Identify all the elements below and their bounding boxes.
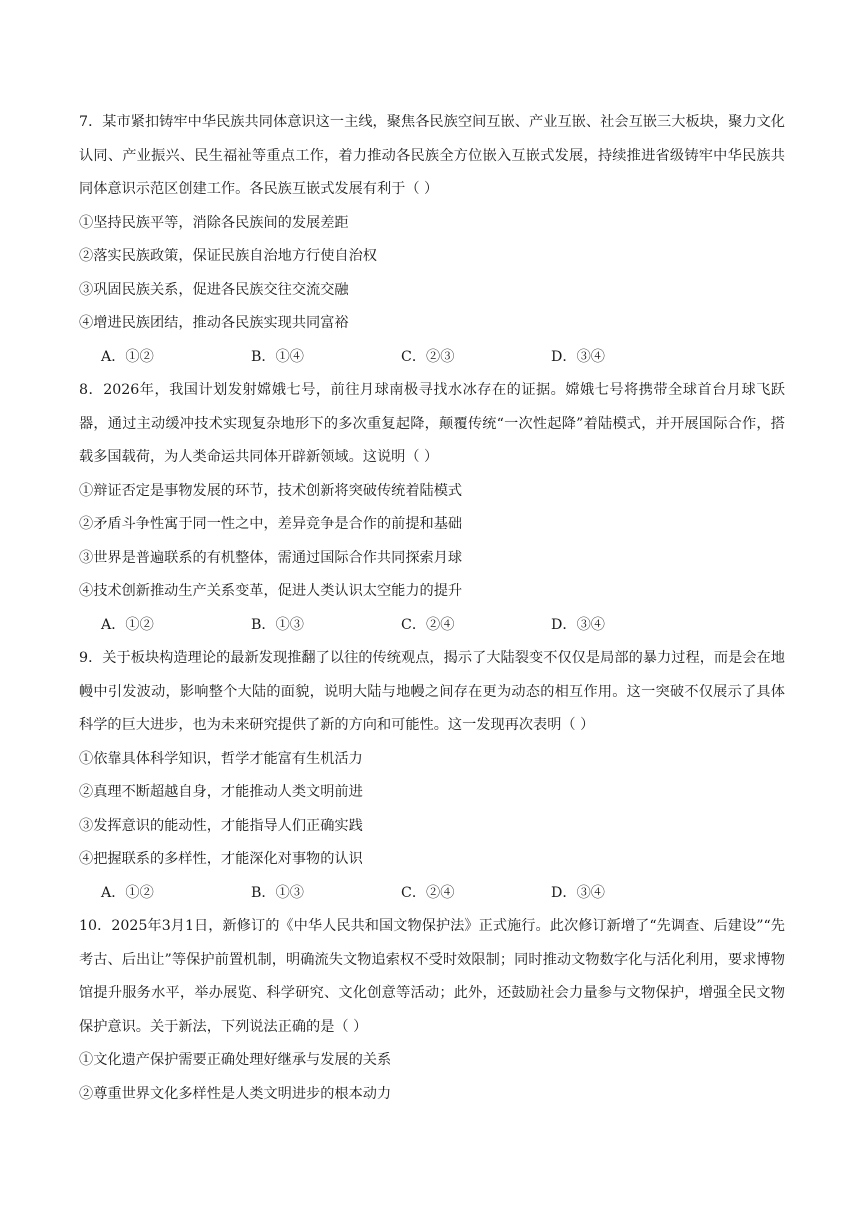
choice-d: D．③④	[551, 348, 605, 365]
answer-choices	[79, 341, 785, 375]
question-stem: 10．2025年3月1日，新修订的《中华人民共和国文物保护法》正式施行。此次修订新增了“先调查、后建设”“先考古、后出让”等保护前置机制，明确流失文物追索权不受时效限制；同时推动文物数字化与活化利用，要求博物馆提升服务水平，举办展览、科学研究、文化创意等活动；此外，还鼓励社会力量参与文物保护，增强全民文物保护意识。关于新法，下列说法正确的是（ ）	[79, 918, 785, 1035]
statement-1: ①依靠具体科学知识，哲学才能富有生机活力	[79, 750, 363, 767]
statement-4: ④把握联系的多样性，才能深化对事物的认识	[79, 851, 363, 867]
question-8	[79, 374, 785, 642]
statement-2: ②真理不断超越自身，才能推动人类文明前进	[79, 784, 363, 800]
statement-3: ③发挥意识的能动性，才能指导人们正确实践	[79, 817, 363, 834]
choice-a: A．①②	[101, 616, 154, 633]
question-list	[79, 106, 785, 1111]
choice-c: C．②④	[401, 616, 455, 633]
answer-choices	[79, 877, 785, 911]
question-10	[79, 910, 785, 1111]
choice-b: B．①③	[251, 884, 304, 901]
statement-2: ②矛盾斗争性寓于同一性之中，差异竞争是合作的前提和基础	[79, 516, 463, 532]
choice-a: A．①②	[101, 884, 154, 901]
choice-b: B．①④	[251, 348, 304, 365]
choice-c: C．②③	[401, 348, 455, 365]
statement-2: ②尊重世界文化多样性是人类文明进步的根本动力	[79, 1085, 392, 1102]
question-stem: 7．某市紧扣铸牢中华民族共同体意识这一主线，聚焦各民族空间互嵌、产业互嵌、社会互嵌三大板块，聚力文化认同、产业振兴、民生福祉等重点工作，着力推动各民族全方位嵌入互嵌式发展，持续推进省级铸牢中华民族共同体意识示范区创建工作。各民族互嵌式发展有利于（ ）	[79, 114, 785, 197]
question-7	[79, 106, 785, 374]
question-stem: 8．2026年，我国计划发射嫦娥七号，前往月球南极寻找水冰存在的证据。嫦娥七号将携带全球首台月球飞跃器，通过主动缓冲技术实现复杂地形下的多次重复起降，颠覆传统“一次性起降”着陆模式，并开展国际合作，搭载多国载荷，为人类命运共同体开辟新领域。这说明（ ）	[79, 382, 785, 465]
question-stem: 9．关于板块构造理论的最新发现推翻了以往的传统观点，揭示了大陆裂变不仅仅是局部的暴力过程，而是会在地幔中引发波动，影响整个大陆的面貌，说明大陆与地幔之间存在更为动态的相互作用。这一突破不仅展示了具体科学的巨大进步，也为未来研究提供了新的方向和可能性。这一发现再次表明（ ）	[79, 650, 785, 733]
statement-2: ②落实民族政策，保证民族自治地方行使自治权	[79, 248, 377, 264]
question-9	[79, 642, 785, 910]
choice-a: A．①②	[101, 348, 154, 365]
statement-3: ③世界是普遍联系的有机整体，需通过国际合作共同探索月球	[79, 549, 463, 566]
statement-1: ①坚持民族平等，消除各民族间的发展差距	[79, 214, 349, 231]
choice-d: D．③④	[551, 616, 605, 633]
choice-b: B．①③	[251, 616, 304, 633]
choice-c: C．②④	[401, 884, 455, 901]
statement-1: ①辩证否定是事物发展的环节，技术创新将突破传统着陆模式	[79, 482, 463, 499]
statement-4: ④增进民族团结，推动各民族实现共同富裕	[79, 315, 349, 331]
statement-4: ④技术创新推动生产关系变革，促进人类认识太空能力的提升	[79, 583, 463, 599]
statement-1: ①文化遗产保护需要正确处理好继承与发展的关系	[79, 1052, 392, 1068]
statement-3: ③巩固民族关系，促进各民族交往交流交融	[79, 281, 349, 298]
choice-d: D．③④	[551, 884, 605, 901]
answer-choices	[79, 609, 785, 643]
